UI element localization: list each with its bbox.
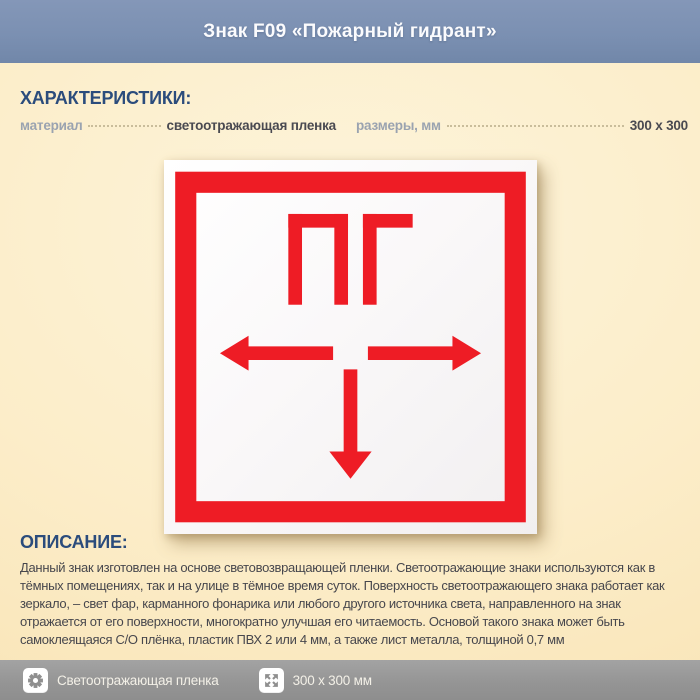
description-line: зеркало, – свет фар, карманного фонарика или любого другого источника света, направленного на знак	[20, 596, 621, 611]
characteristics-heading: ХАРАКТЕРИСТИКИ:	[20, 88, 192, 108]
left-arrow-icon	[220, 336, 333, 371]
right-arrow-icon	[368, 336, 481, 371]
description-text	[20, 559, 688, 649]
dotted-leader	[88, 125, 160, 127]
expand-arrows-icon	[259, 668, 284, 693]
footer-size-item	[259, 668, 372, 693]
characteristics-section	[20, 88, 688, 133]
spec-material	[20, 118, 336, 133]
sign-letter-g	[363, 214, 413, 305]
fire-hydrant-sign-graphic	[164, 160, 537, 534]
spec-size	[356, 118, 688, 133]
spec-material-value: светоотражающая пленка	[166, 118, 336, 133]
page-title: Знак F09 «Пожарный гидрант»	[203, 20, 497, 42]
description-heading: ОПИСАНИЕ:	[20, 532, 128, 552]
footer-material-item	[23, 668, 219, 693]
gear-icon	[23, 668, 48, 693]
footer-material-label: Светоотражающая пленка	[57, 672, 219, 688]
spec-size-value: 300 x 300	[629, 118, 688, 133]
sign-image-f09	[164, 160, 537, 534]
spec-size-label: размеры, мм	[356, 118, 441, 133]
sign-letter-p	[288, 214, 348, 305]
down-arrow-icon	[329, 369, 371, 478]
spec-material-label: материал	[20, 118, 83, 133]
description-line: тёмных помещениях, так и на улице в тёмное время суток. Поверхность светоотражающего знака работает как	[20, 578, 665, 593]
description-line: Данный знак изготовлен на основе световозвращающей пленки. Светоотражающие знаки используются как в	[20, 560, 656, 575]
spec-row	[20, 118, 688, 133]
description-section	[20, 532, 688, 649]
dotted-leader	[447, 125, 624, 127]
description-line: отражается от его поверхности, многократно улучшая его читаемость. Основой такого знака может быть	[20, 614, 625, 629]
description-line: самоклеящаяся С/О плёнка, пластик ПВХ 2 или 4 мм, а также лист металла, толщиной 0,7 мм	[20, 632, 565, 647]
footer-size-label: 300 x 300 мм	[292, 672, 372, 688]
footer-info-bar	[0, 660, 700, 700]
title-bar	[0, 0, 700, 63]
